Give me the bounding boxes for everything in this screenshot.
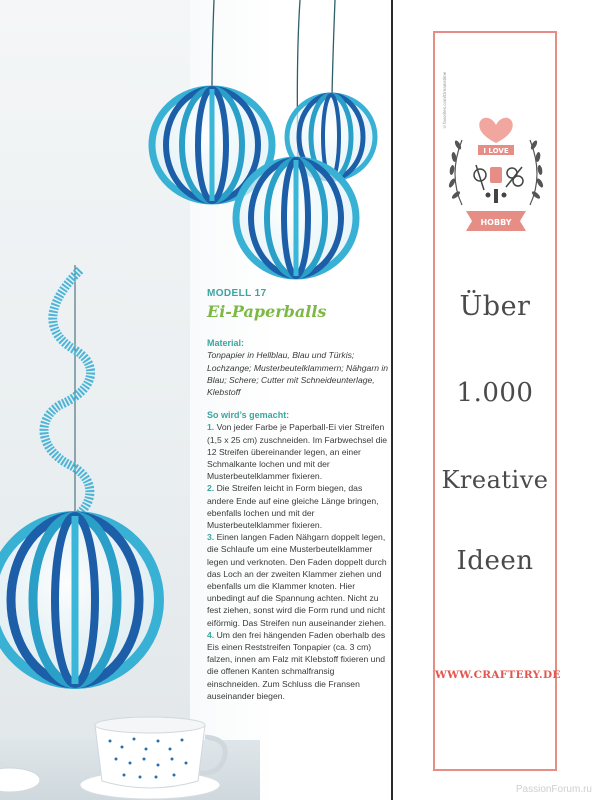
paperball-center: [236, 160, 356, 276]
headline-line-1: Über: [459, 291, 531, 322]
headline-line-3: Kreative: [441, 466, 549, 494]
step-number: 1.: [207, 422, 215, 433]
svg-text:I LOVE: I LOVE: [483, 147, 509, 155]
article-body: [207, 288, 389, 702]
steps-heading: So wird’s gemacht:: [207, 410, 290, 421]
model-label: MODELL 17: [207, 288, 267, 299]
material-list: Tonpapier in Hellblau, Blau und Türkis; Lochzange; Musterbeutelklammern; Nähgarn in Blau; Schere; Cutter mit Schneideunterlage, Klebstoff: [207, 350, 389, 398]
i-love-hobby-logo: [440, 95, 552, 265]
step-item: [207, 531, 389, 629]
step-text: Einen langen Faden Nähgarn doppelt legen, die Schlaufe um eine Musterbeutelklammer legen und verknoten. Den Faden doppelt durch das Loch an der zweiten Klammer ziehen und ebenfalls um die Klammer knoten. Hier unbedingt auf die Spannung achten. Nicht zu fest ziehen, sonst wird die Form rund und nicht eiförmig. Das Streifen nun auseinander ziehen.: [207, 532, 387, 628]
step-number: 4.: [207, 629, 215, 640]
step-number: 2.: [207, 483, 215, 494]
saucer-left: [0, 768, 40, 792]
photo-credit: ©favorites.com/Dreamstime: [442, 71, 447, 129]
headline-line-4: Ideen: [456, 546, 534, 576]
step-text: Von jeder Farbe je Paperball-Ei vier Streifen (1,5 x 25 cm) zuschneiden. Im Farbwechsel die 12 Streifen übereinander legen, an einer Schmalkante lochen und mit der Musterbeutelklammer fixieren.: [207, 422, 388, 482]
paper-fringe-garland: [44, 270, 91, 515]
step-number: 3.: [207, 532, 215, 543]
paperball-bottom: [0, 515, 159, 685]
article-title: Ei-Paperballs: [207, 302, 327, 322]
step-item: [207, 629, 389, 702]
step-item: [207, 421, 389, 482]
column-divider: [391, 0, 393, 800]
svg-text:HOBBY: HOBBY: [480, 218, 512, 227]
headline-line-2: 1.000: [456, 378, 534, 408]
step-text: Um den frei hängenden Faden oberhalb des Eis einen Reststreifen Tonpapier (ca. 3 cm) falzen, innen am Falz mit Klebstoff fixieren und die offenen Kanten schmalfransig einschneiden. Zum Schluss die Fransen auseinander biegen.: [207, 629, 386, 701]
step-item: [207, 482, 389, 531]
steps-list: [207, 421, 389, 702]
website-link[interactable]: WWW.CRAFTERY.DE: [435, 669, 561, 681]
watermark: PassionForum.ru: [515, 784, 592, 795]
material-heading: Material:: [207, 338, 245, 349]
step-text: Die Streifen leicht in Form biegen, das andere Ende auf eine gleiche Länge bringen, ebenfalls lochen und mit der Musterbeutelklammer fixieren.: [207, 483, 379, 531]
promo-panel: [433, 31, 561, 771]
teacup: [80, 717, 225, 799]
